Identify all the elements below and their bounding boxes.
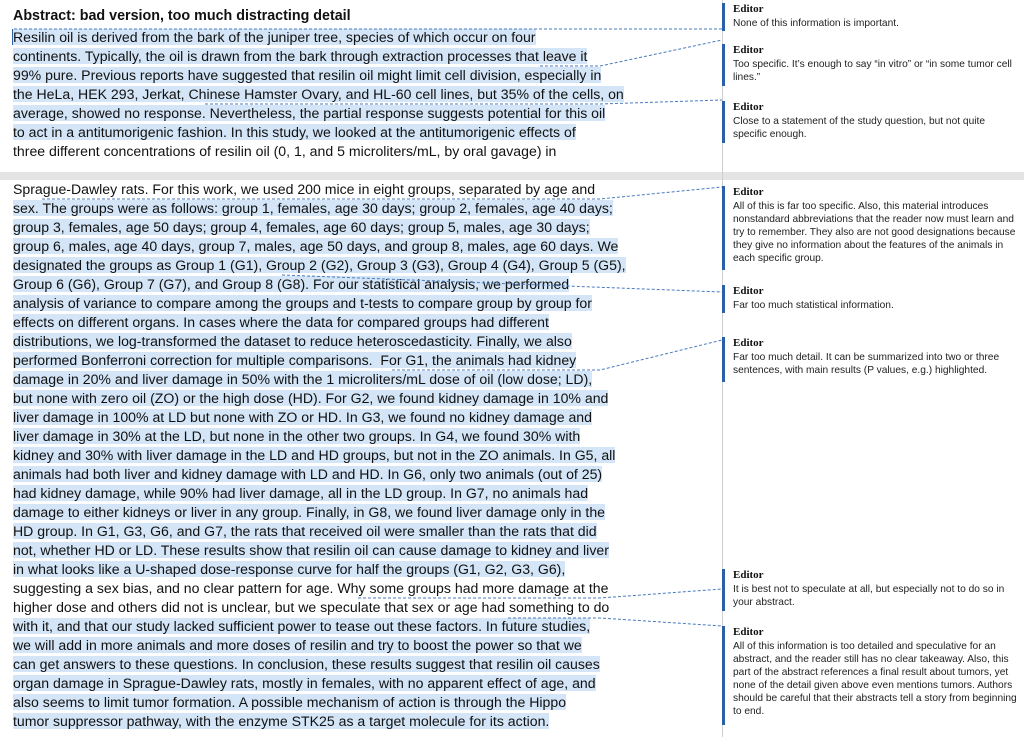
page2-line-14[interactable]: liver damage in 30% at the LD, but none in the other two groups. In G4, we found 30% with (13, 428, 581, 444)
page2-line-13[interactable]: liver damage in 100% at LD but none with ZO or HD. In G3, we found no kidney damage and (13, 409, 592, 425)
comment-6[interactable] (722, 337, 1024, 382)
comment-bar (722, 285, 725, 313)
page1-line-5[interactable]: average, showed no response. Nevertheless, the partial response suggests potential for this oil (13, 105, 606, 121)
comment-author: Editor (733, 44, 764, 56)
page2-line-8[interactable]: effects on different organs. In cases where the data for compared groups had different (13, 314, 549, 330)
page2-line-11[interactable]: damage in 20% and liver damage in 50% with the 1 microliters/mL dose of oil (low dose; LD), (13, 371, 593, 387)
page2-line-28[interactable]: also seems to limit tumor formation. A possible mechanism of action is through the Hippo (13, 694, 567, 710)
document-page-1 (0, 0, 722, 172)
comment-bar (722, 569, 725, 611)
document-page-2 (0, 180, 722, 737)
comment-author: Editor (733, 101, 764, 113)
comment-author: Editor (733, 569, 764, 581)
comment-author: Editor (733, 626, 764, 638)
abstract-title: Abstract: bad version, too much distracting detail (13, 8, 351, 24)
page1-line-2[interactable]: continents. Typically, the oil is drawn from the bark through extraction processes that leave it (13, 48, 588, 64)
page2-line-22[interactable]: suggesting a sex bias, and no clear pattern for age. Why some groups had more damage at the (13, 580, 609, 596)
page2-line-26[interactable]: can get answers to these questions. In conclusion, these results suggest that resilin oil causes (13, 656, 600, 672)
comment-author: Editor (733, 3, 764, 15)
comment-5[interactable] (722, 285, 1024, 313)
page2-line-19[interactable]: HD group. In G1, G3, G6, and G7, the rats that received oil were smaller than the rats that did (13, 523, 597, 539)
comment-bar (722, 3, 725, 31)
comment-text: Close to a statement of the study question, but not quite specific enough. (733, 116, 986, 140)
page1-line-6[interactable]: to act in a antitumorigenic fashion. In this study, we looked at the antitumorigenic effects of (13, 124, 576, 140)
comment-bar (722, 186, 725, 270)
comment-text: It is best not to speculate at all, but especially not to do so in your abstract. (733, 584, 1005, 608)
comment-text: Far too much statistical information. (733, 300, 894, 311)
page2-line-18[interactable]: damage to either kidneys or liver in any group. Finally, in G8, we found liver damage only in the (13, 504, 605, 520)
page2-line-21[interactable]: in what looks like a U-shaped dose-response curve for half the groups (G1, G2, G3, G6), (13, 561, 566, 577)
comment-bar (722, 44, 725, 86)
comment-text: All of this is far too specific. Also, this material introduces nonstandard abbreviations that the reader now must learn and try to remember. They also are not good designations because they give no information about the features of the animals in each specific group. (733, 201, 1016, 264)
page2-line-4[interactable]: group 6, males, age 40 days, group 7, males, age 50 days, and group 8, males, age 60 days. We (13, 238, 619, 254)
comment-text: None of this information is important. (733, 18, 899, 29)
comment-anchor-1[interactable]: Resilin oil is derived from the bark of the juniper tree, species of which occur on four (13, 29, 536, 45)
page2-line-15[interactable]: kidney and 30% with liver damage in the LD and HD groups, but not in the ZO animals. In G5, all (13, 447, 616, 463)
comment-author: Editor (733, 186, 764, 198)
comment-bar (722, 101, 725, 143)
page1-line-4[interactable]: the HeLa, HEK 293, Jerkat, Chinese Hamster Ovary, and HL-60 cell lines, but 35% of the cells, on (13, 86, 624, 102)
page1-line-3[interactable]: 99% pure. Previous reports have suggested that resilin oil might limit cell division, especially in (13, 67, 602, 83)
comment-4[interactable] (722, 186, 1024, 270)
page2-line-20[interactable]: not, whether HD or LD. These results show that resilin oil can cause damage to kidney and liver (13, 542, 609, 558)
page2-line-12[interactable]: but none with zero oil (ZO) or the high dose (HD). For G2, we found kidney damage in 10% and (13, 390, 609, 406)
comment-bar (722, 626, 725, 725)
page-break (0, 172, 1024, 180)
comment-text: All of this information is too detailed and speculative for an abstract, and the reader still has no clear takeaway. Also, this part of the abstract references a final result about tumors, yet none of the detail given above even mentions tumors. Authors should be careful that their abstracts tell a story from beginning to end. (733, 641, 1017, 717)
page2-line-3[interactable]: group 3, females, age 50 days; group 4, females, age 60 days; group 5, males, age 30 days; (13, 219, 590, 235)
comment-text: Too specific. It’s enough to say “in vitro” or “in some tumor cell lines.” (733, 59, 1012, 83)
comment-2[interactable] (722, 44, 1024, 86)
comment-7[interactable] (722, 569, 1024, 611)
comment-bar (722, 337, 725, 382)
page2-line-24[interactable]: with it, and that our study lacked sufficient power to tease out these factors. In future studies, (13, 618, 591, 634)
comment-8[interactable] (722, 626, 1024, 725)
page1-line-1[interactable] (13, 28, 536, 47)
page2-line-1[interactable]: Sprague-Dawley rats. For this work, we used 200 mice in eight groups, separated by age and (13, 181, 596, 197)
page2-line-23[interactable]: higher dose and others did not is unclear, but we speculate that sex or age had something to do (13, 599, 610, 615)
page2-line-2[interactable]: sex. The groups were as follows: group 1, females, age 30 days; group 2, females, age 40 days; (13, 200, 613, 216)
page2-line-10[interactable]: performed Bonferroni correction for multiple comparisons. For G1, the animals had kidney (13, 352, 577, 368)
page2-line-27[interactable]: organ damage in Sprague-Dawley rats, mostly in females, with no apparent effect of age, and (13, 675, 596, 691)
comment-author: Editor (733, 337, 764, 349)
page2-line-16[interactable]: animals had both liver and kidney damage with LD and HD. In G6, only two animals (out of 25) (13, 466, 603, 482)
page2-line-9[interactable]: distributions, we log-transformed the dataset to reduce heteroscedasticity. Finally, we also (13, 333, 572, 349)
comment-3[interactable] (722, 101, 1024, 143)
page2-line-5[interactable]: designated the groups as Group 1 (G1), Group 2 (G2), Group 3 (G3), Group 4 (G4), Group 5 (G5), (13, 257, 626, 273)
page2-line-17[interactable]: had kidney damage, while 90% had liver damage, all in the LD group. In G7, no animals had (13, 485, 589, 501)
page2-line-29[interactable]: tumor suppressor pathway, with the enzyme STK25 as a target molecule for its action. (13, 713, 550, 729)
page1-line-7[interactable]: three different concentrations of resilin oil (0, 1, and 5 microliters/mL, by oral gavage) in (13, 143, 557, 159)
page2-line-6[interactable]: Group 6 (G6), Group 7 (G7), and Group 8 (G8). For our statistical analysis, we performed (13, 276, 570, 292)
comment-text: Far too much detail. It can be summarized into two or three sentences, with main results (P values, e.g.) highlighted. (733, 352, 1000, 376)
comment-author: Editor (733, 285, 764, 297)
page2-line-7[interactable]: analysis of variance to compare among the groups and t-tests to compare group by group for (13, 295, 592, 311)
page2-line-25[interactable]: we will add in more animals and more doses of resilin and try to boost the power so that we (13, 637, 582, 653)
comment-1[interactable] (722, 3, 1024, 31)
